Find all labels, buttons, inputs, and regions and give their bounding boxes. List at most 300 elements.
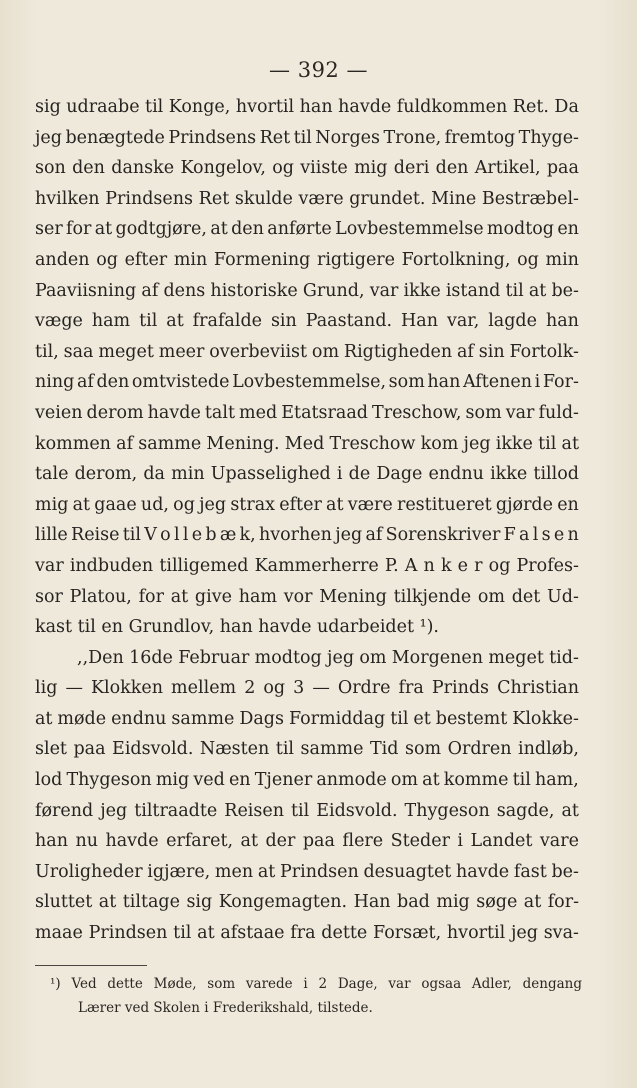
word: at xyxy=(35,708,53,729)
word: til xyxy=(275,739,295,760)
word: sig xyxy=(186,892,213,913)
word: historiske xyxy=(210,280,298,301)
word: den xyxy=(435,158,469,179)
word: dens xyxy=(163,280,206,301)
word: at xyxy=(326,494,344,515)
word: gjørde xyxy=(495,494,553,515)
word: Morgenen xyxy=(391,647,484,668)
word: restitueret xyxy=(396,494,492,515)
word: til xyxy=(512,770,531,791)
word: komme xyxy=(443,770,509,791)
word: Ved xyxy=(71,976,97,992)
word: af xyxy=(76,372,94,393)
word: Klokken xyxy=(90,678,164,699)
text-line xyxy=(35,245,579,276)
word: skulde xyxy=(234,188,293,209)
text-line xyxy=(35,582,579,613)
word: endnu xyxy=(111,708,167,729)
word: sva- xyxy=(543,923,579,944)
word: sin xyxy=(478,341,505,362)
body-text xyxy=(35,92,579,949)
word: paa xyxy=(546,158,579,179)
word: ,,Den xyxy=(77,647,124,668)
word: han xyxy=(35,831,68,852)
word: og xyxy=(488,555,511,576)
word: havde xyxy=(147,402,201,423)
word: jeg xyxy=(327,647,355,668)
word: Formening xyxy=(213,249,311,270)
word: hvortil xyxy=(446,923,506,944)
word: at xyxy=(197,923,215,944)
word: der xyxy=(265,831,296,852)
word: l xyxy=(173,525,180,546)
word: at xyxy=(166,311,184,332)
word: min xyxy=(545,249,579,270)
word: e xyxy=(457,555,469,576)
word: tale xyxy=(35,464,69,485)
word: som xyxy=(465,402,502,423)
word: mig xyxy=(35,494,69,515)
word: Ret xyxy=(198,188,230,209)
word: fra xyxy=(290,923,316,944)
word: lod xyxy=(35,770,63,791)
word: Formiddag xyxy=(288,708,386,729)
word: Tjener xyxy=(254,770,313,791)
word: igjære, xyxy=(147,861,211,882)
word: fast xyxy=(513,861,547,882)
word: viiste xyxy=(300,158,348,179)
text-line xyxy=(35,92,579,123)
word: 2 xyxy=(244,678,256,699)
text-line xyxy=(35,887,579,918)
word: til xyxy=(538,433,557,454)
word: F xyxy=(503,525,516,546)
word: møde xyxy=(57,708,107,729)
word: frafalde xyxy=(192,311,263,332)
word: vare xyxy=(539,831,579,852)
word: havde xyxy=(456,861,510,882)
word: at xyxy=(98,892,117,913)
word: Fortolk- xyxy=(509,341,579,362)
word: var xyxy=(369,280,399,301)
text-line xyxy=(35,490,579,521)
word: for xyxy=(66,219,92,240)
word: var xyxy=(35,555,64,576)
word: Han xyxy=(353,892,391,913)
word: saa xyxy=(63,341,94,362)
word: omtvistede xyxy=(131,372,230,393)
word: Mening xyxy=(319,586,387,607)
word: anførte xyxy=(267,219,332,240)
word: da xyxy=(143,464,165,485)
word: var xyxy=(505,402,535,423)
word: til xyxy=(122,525,141,546)
word: ikke xyxy=(490,464,528,485)
word: Norges xyxy=(315,127,381,148)
word: en xyxy=(228,770,251,791)
text-line xyxy=(35,214,579,245)
word: og xyxy=(263,678,286,699)
word: vor xyxy=(283,586,313,607)
word: og xyxy=(173,494,195,515)
page-number: — 392 — xyxy=(269,58,368,82)
word: om xyxy=(359,647,387,668)
word: A xyxy=(404,555,418,576)
word: for xyxy=(138,586,164,607)
word: k xyxy=(440,555,452,576)
word: at xyxy=(240,831,258,852)
word: samme xyxy=(171,708,235,729)
word: ham, xyxy=(534,770,579,791)
word: at xyxy=(72,494,91,515)
word: væge xyxy=(35,311,83,332)
word: i xyxy=(303,976,308,992)
word: den xyxy=(96,372,130,393)
word: samme xyxy=(300,739,364,760)
word: r xyxy=(474,555,483,576)
word: e xyxy=(191,525,203,546)
word: at xyxy=(422,770,440,791)
text-line xyxy=(35,826,579,857)
word: lille xyxy=(35,525,68,546)
word: til xyxy=(173,923,192,944)
word: Upasselighed xyxy=(210,464,331,485)
word: efter xyxy=(124,249,168,270)
word: æ xyxy=(219,525,237,546)
word: til xyxy=(139,311,158,332)
word: Mine xyxy=(431,188,477,209)
word: danske xyxy=(111,158,175,179)
word: til xyxy=(145,97,164,117)
word: jeg xyxy=(199,494,227,515)
word: nu xyxy=(75,831,98,852)
word: ved xyxy=(193,770,225,791)
text-line xyxy=(35,306,579,337)
word: Prindsens xyxy=(168,127,257,148)
text-line xyxy=(35,551,579,582)
text-line xyxy=(35,398,579,429)
word: af xyxy=(116,433,134,454)
word: Treschow xyxy=(329,433,416,454)
text-line xyxy=(35,337,579,368)
text-line xyxy=(35,857,579,888)
word: tilkjende xyxy=(393,586,472,607)
word: Lovbestemmelse, xyxy=(232,372,387,393)
word: tilligemed xyxy=(159,555,249,576)
text-line xyxy=(35,123,579,154)
word: deri xyxy=(393,158,430,179)
word: give xyxy=(194,586,232,607)
word: — xyxy=(65,678,83,699)
word: bestemt xyxy=(435,708,508,729)
word: Prindsens xyxy=(105,188,194,209)
word: Møde, xyxy=(153,976,197,992)
word: talt xyxy=(204,402,235,423)
word: Thygeson xyxy=(66,770,152,791)
word: Dage, xyxy=(337,976,378,992)
word: førend xyxy=(35,800,94,821)
word: var, xyxy=(446,311,480,332)
word: ser xyxy=(35,219,63,240)
word: med xyxy=(239,402,278,423)
word: om xyxy=(477,586,505,607)
word: at xyxy=(257,861,276,882)
word: Reisen xyxy=(224,800,285,821)
word: indbuden xyxy=(69,555,154,576)
word: flere xyxy=(342,831,384,852)
word: Thyge- xyxy=(518,127,579,148)
word: mig xyxy=(436,892,470,913)
word: sig xyxy=(35,97,61,117)
word: modtog xyxy=(486,219,554,240)
word: et xyxy=(413,708,431,729)
text-line xyxy=(35,734,579,765)
word: dette xyxy=(107,976,143,992)
word: afstaae xyxy=(220,923,285,944)
word: Tid xyxy=(370,739,399,760)
word: hvortil xyxy=(235,97,295,117)
word: varede xyxy=(245,976,293,992)
word: modtog xyxy=(254,647,322,668)
word: søge xyxy=(476,892,518,913)
word: fuld- xyxy=(538,402,579,423)
text-line: kast til en Grundlov, han havde udarbeidet ¹). xyxy=(35,617,439,638)
word: Platou, xyxy=(69,586,132,607)
word: Konge, xyxy=(168,97,231,117)
word: at xyxy=(561,800,579,821)
word: V xyxy=(144,525,157,546)
word: maae xyxy=(35,923,83,944)
word: om xyxy=(390,770,419,791)
word: Prindsen xyxy=(88,923,168,944)
word: min xyxy=(173,249,208,270)
word: son xyxy=(35,158,66,179)
word: Med xyxy=(284,433,325,454)
word: endnu xyxy=(428,464,484,485)
word: Trone, xyxy=(383,127,442,148)
word: Aftenen xyxy=(462,372,533,393)
word: Da xyxy=(554,97,579,117)
word: Thygeson xyxy=(404,800,490,821)
word: sor xyxy=(35,586,63,607)
word: Ordre xyxy=(337,678,391,699)
word: en xyxy=(557,219,579,240)
word: n xyxy=(423,555,435,576)
word: af xyxy=(365,525,383,546)
word: mig xyxy=(155,770,190,791)
word: erfaret, xyxy=(166,831,234,852)
word: til, xyxy=(35,341,59,362)
word: ikke xyxy=(495,433,533,454)
word: Klokke- xyxy=(512,708,579,729)
word: derom xyxy=(86,402,144,423)
word: i xyxy=(336,464,343,485)
word: Paastand. xyxy=(305,311,393,332)
text-line xyxy=(35,459,579,490)
word: havde xyxy=(105,831,159,852)
word: Profes- xyxy=(516,555,579,576)
text-line xyxy=(35,673,579,704)
word: lagde xyxy=(488,311,537,332)
word: mellem xyxy=(171,678,237,699)
word: som xyxy=(404,739,442,760)
word: en xyxy=(557,494,579,515)
word: Februar xyxy=(178,647,250,668)
word: at xyxy=(528,280,547,301)
word: jeg xyxy=(100,800,128,821)
word: tiltage xyxy=(122,892,180,913)
word: jeg xyxy=(510,923,538,944)
word: paa xyxy=(73,739,106,760)
word: Bestræbel- xyxy=(481,188,579,209)
word: n xyxy=(567,525,579,546)
word: kom xyxy=(420,433,459,454)
word: var xyxy=(388,976,411,992)
word: til xyxy=(293,127,312,148)
word: tillod xyxy=(533,464,579,485)
word: Ordren xyxy=(447,739,512,760)
word: Dage xyxy=(376,464,423,485)
word: efter xyxy=(279,494,322,515)
word: overbeviist xyxy=(209,341,308,362)
word: ogsaa xyxy=(421,976,462,992)
text-line xyxy=(35,153,579,184)
word: Kongelov, xyxy=(180,158,266,179)
word: l xyxy=(532,525,539,546)
text-line xyxy=(35,276,579,307)
word: meer xyxy=(158,341,205,362)
word: sagde, xyxy=(496,800,555,821)
word: Grund, xyxy=(302,280,365,301)
word: Ret xyxy=(259,127,291,148)
word: men xyxy=(214,861,254,882)
word: anden xyxy=(35,249,90,270)
footnote-divider xyxy=(35,965,147,966)
word: Uroligheder xyxy=(35,861,143,882)
word: ¹) xyxy=(50,976,61,992)
word: tid- xyxy=(549,647,579,668)
word: til xyxy=(505,280,524,301)
word: dette xyxy=(321,923,368,944)
word: be- xyxy=(551,861,579,882)
footnotes xyxy=(50,972,582,1020)
word: ud, xyxy=(140,494,169,515)
word: For- xyxy=(542,372,579,393)
word: være xyxy=(347,494,393,515)
footnote-line: Lærer ved Skolen i Frederikshald, tilstede. xyxy=(78,1000,373,1016)
word: — xyxy=(312,678,330,699)
word: Etatsraad xyxy=(281,402,368,423)
word: meget xyxy=(488,647,544,668)
word: at xyxy=(523,892,542,913)
word: i xyxy=(534,372,541,393)
word: Fortolkning, xyxy=(401,249,511,270)
word: Dags xyxy=(239,708,284,729)
word: Artikel, xyxy=(474,158,541,179)
text-line xyxy=(35,704,579,735)
word: Prinds xyxy=(431,678,490,699)
word: om xyxy=(311,341,340,362)
word: Landet xyxy=(470,831,533,852)
word: mig xyxy=(354,158,388,179)
word: grundet. xyxy=(349,188,426,209)
word: ikke xyxy=(403,280,441,301)
word: at xyxy=(561,433,579,454)
word: han xyxy=(427,372,461,393)
word: af xyxy=(457,341,474,362)
word: be- xyxy=(551,280,579,301)
word: og xyxy=(517,249,539,270)
word: lig xyxy=(35,678,58,699)
word: fremtog xyxy=(444,127,516,148)
footnote-line xyxy=(50,972,582,996)
text-line xyxy=(35,367,579,398)
word: slet xyxy=(35,739,67,760)
word: fra xyxy=(398,678,424,699)
word: den xyxy=(72,158,105,179)
word: han xyxy=(299,97,333,117)
word: Eidsvold. xyxy=(112,739,194,760)
word: de xyxy=(348,464,371,485)
word: meget xyxy=(98,341,154,362)
word: veien xyxy=(35,402,83,423)
word: Mening. xyxy=(206,433,280,454)
text-line xyxy=(35,520,579,551)
word: Forsæt, xyxy=(373,923,442,944)
word: det xyxy=(511,586,541,607)
word: havde xyxy=(338,97,392,117)
word: Kammerherre xyxy=(254,555,379,576)
text-line xyxy=(35,429,579,460)
word: a xyxy=(519,525,530,546)
word: tiltraadte xyxy=(134,800,218,821)
word: Ud- xyxy=(547,586,579,607)
word: at xyxy=(94,219,113,240)
word: at xyxy=(210,219,228,240)
text-line xyxy=(35,796,579,827)
word: i xyxy=(457,831,464,852)
word: Adler, xyxy=(471,976,512,992)
word: o xyxy=(160,525,171,546)
word: gaae xyxy=(94,494,137,515)
word: Lovbestemmelse xyxy=(335,219,484,240)
word: for- xyxy=(547,892,579,913)
word: derom, xyxy=(74,464,138,485)
word: Eidsvold. xyxy=(316,800,398,821)
word: af xyxy=(141,280,159,301)
word: fuldkommen xyxy=(396,97,508,117)
word: Sorenskriver xyxy=(385,525,501,546)
word: Kongemagten. xyxy=(218,892,348,913)
word: P. xyxy=(384,555,399,576)
word: l xyxy=(182,525,189,546)
word: jeg xyxy=(35,127,62,148)
word: udraabe xyxy=(66,97,140,117)
word: den xyxy=(231,219,264,240)
word: s xyxy=(541,525,551,546)
word: anmode xyxy=(316,770,387,791)
word: som xyxy=(388,372,425,393)
word: dengang xyxy=(522,976,582,992)
word: godtgjøre, xyxy=(115,219,207,240)
word: jeg xyxy=(463,433,491,454)
word: hvilken xyxy=(35,188,100,209)
word: b xyxy=(205,525,217,546)
word: paa xyxy=(302,831,335,852)
text-line xyxy=(35,643,579,674)
word: rigtigere xyxy=(316,249,396,270)
word: Treschow, xyxy=(372,402,462,423)
